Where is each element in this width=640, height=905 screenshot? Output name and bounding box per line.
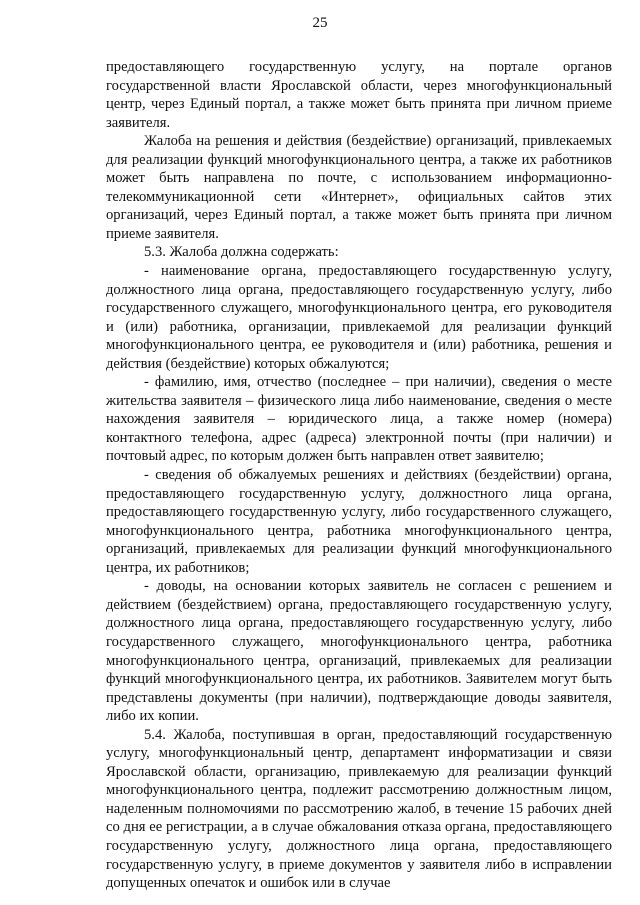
list-item-appealed-decisions: - сведения об обжалуемых решениях и действиях (бездействии) органа, предоставляющего государственную услугу, должностного лица органа, предоставляющего государственную услугу, либо государственного служащего, многофункционального центра, работника многофункционального центра, организаций, привлекаемых для реализации функций многофункционального центра, их работников; xyxy=(106,467,612,576)
list-item-body-name: - наименование органа, предоставляющего государственную услугу, должностного лица органа, предоставляющего государственную услугу, либо государственного служащего, многофункционального центра, его руководителя и (или) работника, организации, привлекаемой для реализации функций многофункционального центра, ее руководителя и (или) работника, решения и действия (бездействие) которых обжалуются; xyxy=(106,263,612,372)
paragraph-complaint-organizations: Жалоба на решения и действия (бездействие) организаций, привлекаемых для реализации функций многофункционального центра, а также их работников может быть направлена по почте, с использованием информационно-телекоммуникационной сети «Интернет», официальных сайтов этих организаций, через Единый портал, а также может быть принята при личном приеме заявителя. xyxy=(106,133,612,242)
page-number: 25 xyxy=(312,15,328,31)
document-body xyxy=(106,58,612,893)
paragraph-continuation: предоставляющего государственную услугу, на портале органов государственной власти Ярославской области, через многофункциональный центр, через Единый портал, а также может быть принята при личном приеме заявителя. xyxy=(106,59,612,131)
list-item-applicant-info: - фамилию, имя, отчество (последнее – при наличии), сведения о месте жительства заявителя – физического лица либо наименование, сведения о месте нахождения заявителя – юридического лица, а также номер (номера) контактного телефона, адрес (адреса) электронной почты (при наличии) и почтовый адрес, по которым должен быть направлен ответ заявителю; xyxy=(106,374,612,465)
paragraph-5-4: 5.4. Жалоба, поступившая в орган, предоставляющий государственную услугу, многофункциональный центр, департамент информатизации и связи Ярославской области, организацию, привлекаемую для реализации функций многофункционального центра, подлежит рассмотрению должностным лицом, наделенным полномочиями по рассмотрению жалоб, в течение 15 рабочих дней со дня ее регистрации, а в случае обжалования отказа органа, предоставляющего государственную услугу, должностного лица органа, предоставляющего государственную услугу, в приеме документов у заявителя либо в исправлении допущенных опечаток и ошибок или в случае xyxy=(106,726,612,892)
list-item-arguments: - доводы, на основании которых заявитель не согласен с решением и действием (бездействием) органа, предоставляющего государственную услугу, должностного лица органа, предоставляющего государственную услугу, либо государственного служащего, многофункционального центра, работника многофункционального центра, организаций, привлекаемых для реализации функций многофункционального центра, их работников. Заявителем могут быть представлены документы (при наличии), подтверждающие доводы заявителя, либо их копии. xyxy=(106,578,612,725)
paragraph-5-3-heading: 5.3. Жалоба должна содержать: xyxy=(144,244,339,261)
